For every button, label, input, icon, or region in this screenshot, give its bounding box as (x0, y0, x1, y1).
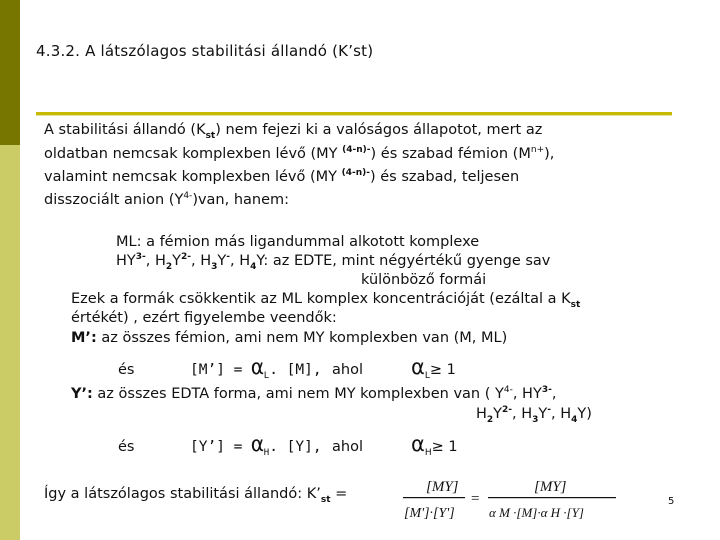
condition-alpha-l: $\alpha_L\ge 1$ (411, 355, 456, 381)
stability-constant-formula (396, 472, 622, 528)
formula-denominator-1: [M']·[Y'] (404, 506, 455, 521)
formula-denominator-2: α M ·[M]·α H ·[Y] (489, 505, 584, 520)
side-bar-light (0, 145, 20, 540)
ahol-label-2: ahol (332, 439, 363, 455)
para1-line3: valamint nemcsak komplexben lévő (MY $^{(4-n)-}$) és szabad, teljesen (44, 168, 520, 185)
y-prime-definition-line2: $H_2Y^{2-}$, $H_3Y^-$, $H_4Y$) (476, 405, 592, 425)
equation-y-prime: [Y’] = $\alpha_H$. [Y], (190, 432, 322, 458)
para1-line1: A stabilitási állandó $(K_{st})$ nem fejezi ki a valóságos állapotot, mert az (44, 122, 543, 141)
ahol-label-1: ahol (332, 362, 363, 378)
es-label-1: és (118, 362, 135, 378)
ezek-line1: Ezek a formák csökkentik az ML komplex koncentrációját (ezáltal a $K_{st}$ (71, 291, 581, 310)
para1-line2: oldatban nemcsak komplexben lévő (MY $^{(4-n)-}$) és szabad fémion $(M^{n+})$, (44, 145, 555, 162)
page-number: 5 (668, 496, 675, 507)
fraction-bar-1 (403, 497, 465, 498)
formula-numerator-1: [MY] (426, 479, 459, 495)
formula-equals: = (471, 491, 480, 507)
condition-alpha-h: $\alpha_H\ge 1$ (411, 432, 458, 458)
y-prime-definition: Y’: az összes EDTA forma, ami nem MY komplexben van ( $Y^{4-}$, $HY^{3-}$, (71, 385, 557, 402)
equation-m-prime: [M’] = $\alpha_L$. [M], (190, 355, 322, 381)
es-label-2: és (118, 439, 135, 455)
ml-definition: ML: a fémion más ligandummal alkotott komplexe (116, 234, 480, 250)
para1-line4: disszociált anion $(Y^{4-})van$, hanem: (44, 191, 290, 208)
final-statement: Így a látszólagos stabilitási állandó: $K’_{st}$ = (44, 486, 348, 505)
side-bar-dark (0, 0, 20, 145)
title-divider-shadow (36, 115, 672, 116)
hy-line: $HY^{3-}$, $H_2Y^{2-}$, $H_3Y^-$, $H_4Y$: az EDTE, mint négyértékű gyenge sav (116, 252, 551, 272)
m-prime-definition: M’: az összes fémion, ami nem MY komplexben van (M, ML) (71, 330, 508, 346)
ezek-line2: értékét) , ezért figyelembe veendők: (71, 310, 337, 326)
formula-numerator-2: [MY] (534, 479, 567, 495)
slide-title: 4.3.2. A látszólagos stabilitási állandó (K’st) (36, 42, 374, 60)
kulonbozo-formai: különböző formái (361, 272, 487, 288)
fraction-bar-2 (488, 497, 616, 498)
